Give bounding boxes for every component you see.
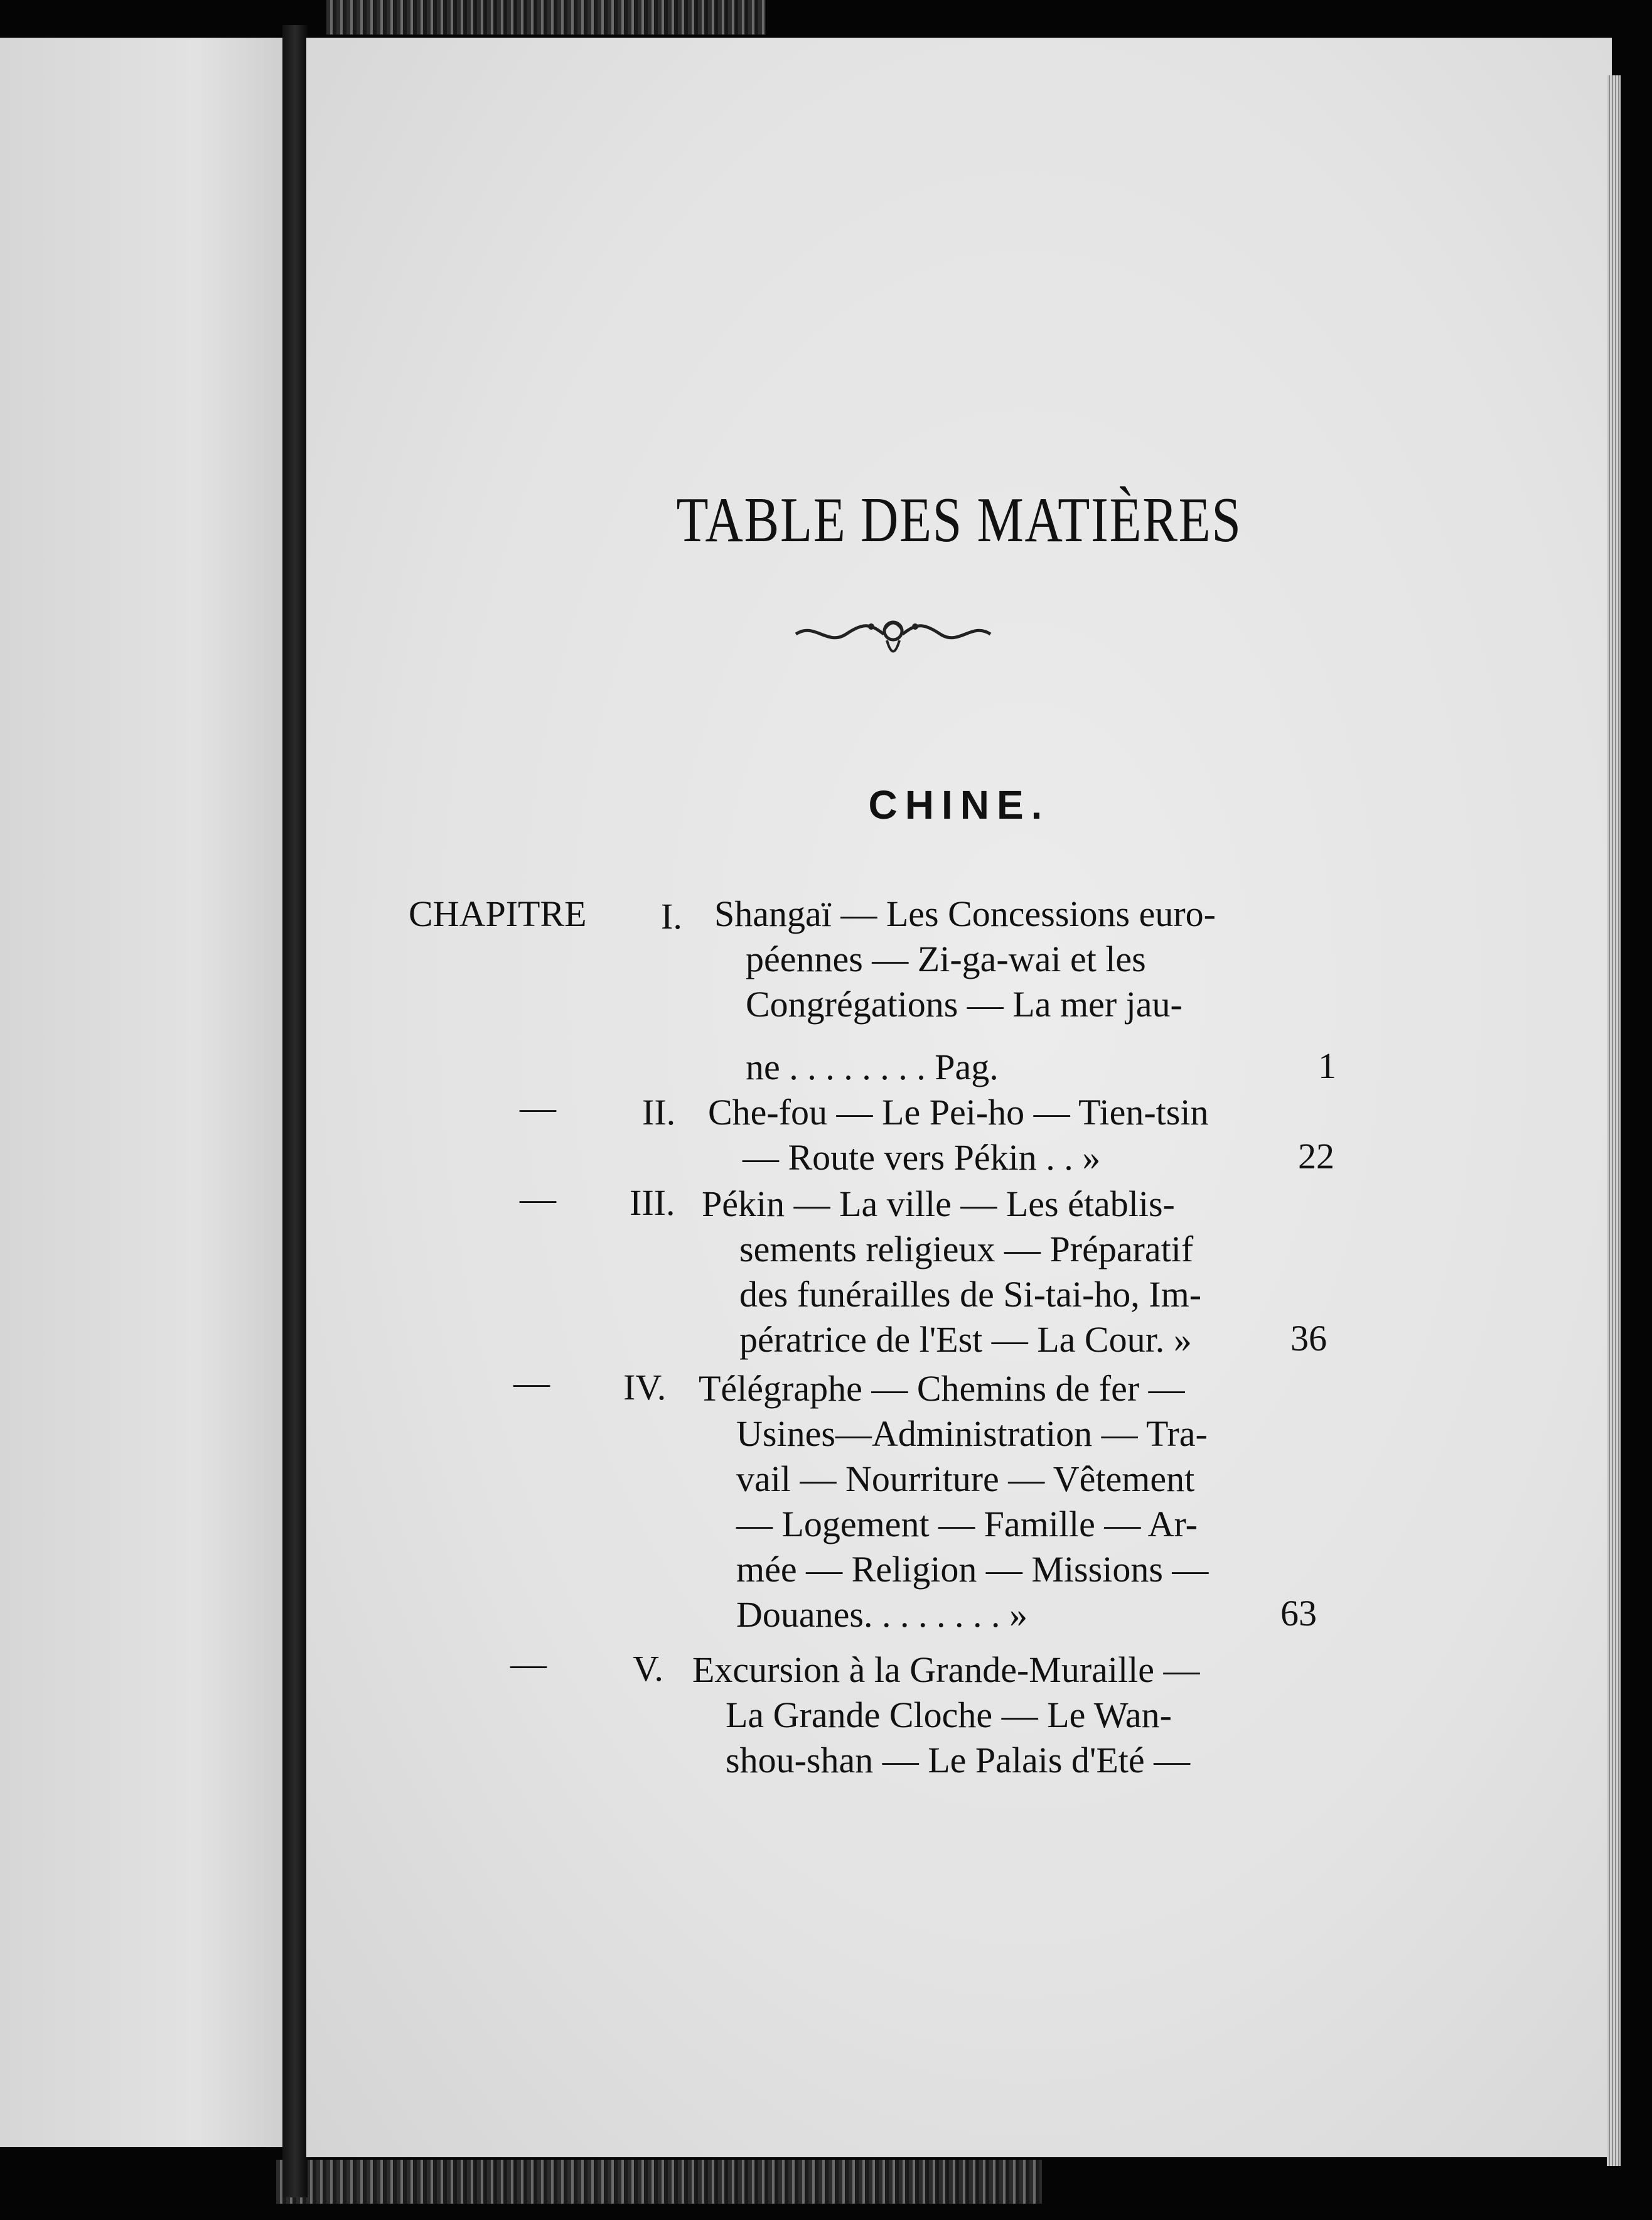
chapitre-label: CHAPITRE xyxy=(409,893,587,934)
ditto-dash: — xyxy=(520,1178,556,1219)
toc-line: shou-shan — Le Palais d'Eté — xyxy=(726,1740,1191,1781)
scan-bottom-strip xyxy=(276,2160,1042,2204)
toc-line: — Logement — Famille — Ar- xyxy=(736,1504,1198,1544)
ditto-dash: — xyxy=(510,1643,547,1684)
ditto-dash: — xyxy=(513,1362,550,1403)
toc-line: Shangaï — Les Concessions euro- xyxy=(714,893,1216,934)
toc-line: Usines—Administration — Tra- xyxy=(736,1413,1208,1454)
page-number: 1 xyxy=(1318,1045,1336,1086)
scan-top-strip xyxy=(326,0,766,35)
page-title: TABLE DES MATIÈRES xyxy=(676,485,1242,556)
right-page xyxy=(306,38,1612,2157)
toc-line: Pékin — La ville — Les établis- xyxy=(702,1183,1175,1224)
page-edge-stack xyxy=(1607,75,1621,2166)
toc-line: La Grande Cloche — Le Wan- xyxy=(726,1695,1172,1735)
chapter-number: V. xyxy=(633,1648,663,1689)
toc-line: des funérailles de Si-tai-ho, Im- xyxy=(739,1274,1202,1315)
toc-line: ne . . . . . . . . Pag. xyxy=(746,1047,999,1087)
ditto-dash: — xyxy=(520,1087,556,1128)
toc-line: Che-fou — Le Pei-ho — Tien-tsin xyxy=(708,1092,1209,1133)
toc-line: pératrice de l'Est — La Cour. » xyxy=(739,1319,1192,1360)
left-page xyxy=(0,38,282,2147)
toc-line: vail — Nourriture — Vêtement xyxy=(736,1458,1195,1499)
toc-line: sements religieux — Préparatif xyxy=(739,1229,1194,1269)
chapter-number: II. xyxy=(642,1092,676,1133)
toc-line: Excursion à la Grande-Muraille — xyxy=(692,1649,1200,1690)
page-number: 36 xyxy=(1290,1318,1327,1359)
fleuron-ornament-icon xyxy=(790,603,997,665)
toc-line: péennes — Zi-ga-wai et les xyxy=(746,939,1146,979)
chapter-number: IV. xyxy=(623,1367,667,1408)
section-heading: CHINE. xyxy=(868,782,1050,827)
toc-line: Douanes. . . . . . . . » xyxy=(736,1594,1027,1635)
chapter-number: III. xyxy=(630,1182,675,1223)
toc-line: Télégraphe — Chemins de fer — xyxy=(699,1368,1185,1409)
toc-line: Congrégations — La mer jau- xyxy=(746,984,1183,1025)
book-spine xyxy=(282,25,308,2197)
chapter-number: I. xyxy=(661,896,682,937)
toc-line: — Route vers Pékin . . » xyxy=(743,1137,1101,1178)
page-number: 63 xyxy=(1280,1593,1317,1634)
page-number: 22 xyxy=(1298,1136,1334,1177)
toc-line: mée — Religion — Missions — xyxy=(736,1549,1209,1590)
